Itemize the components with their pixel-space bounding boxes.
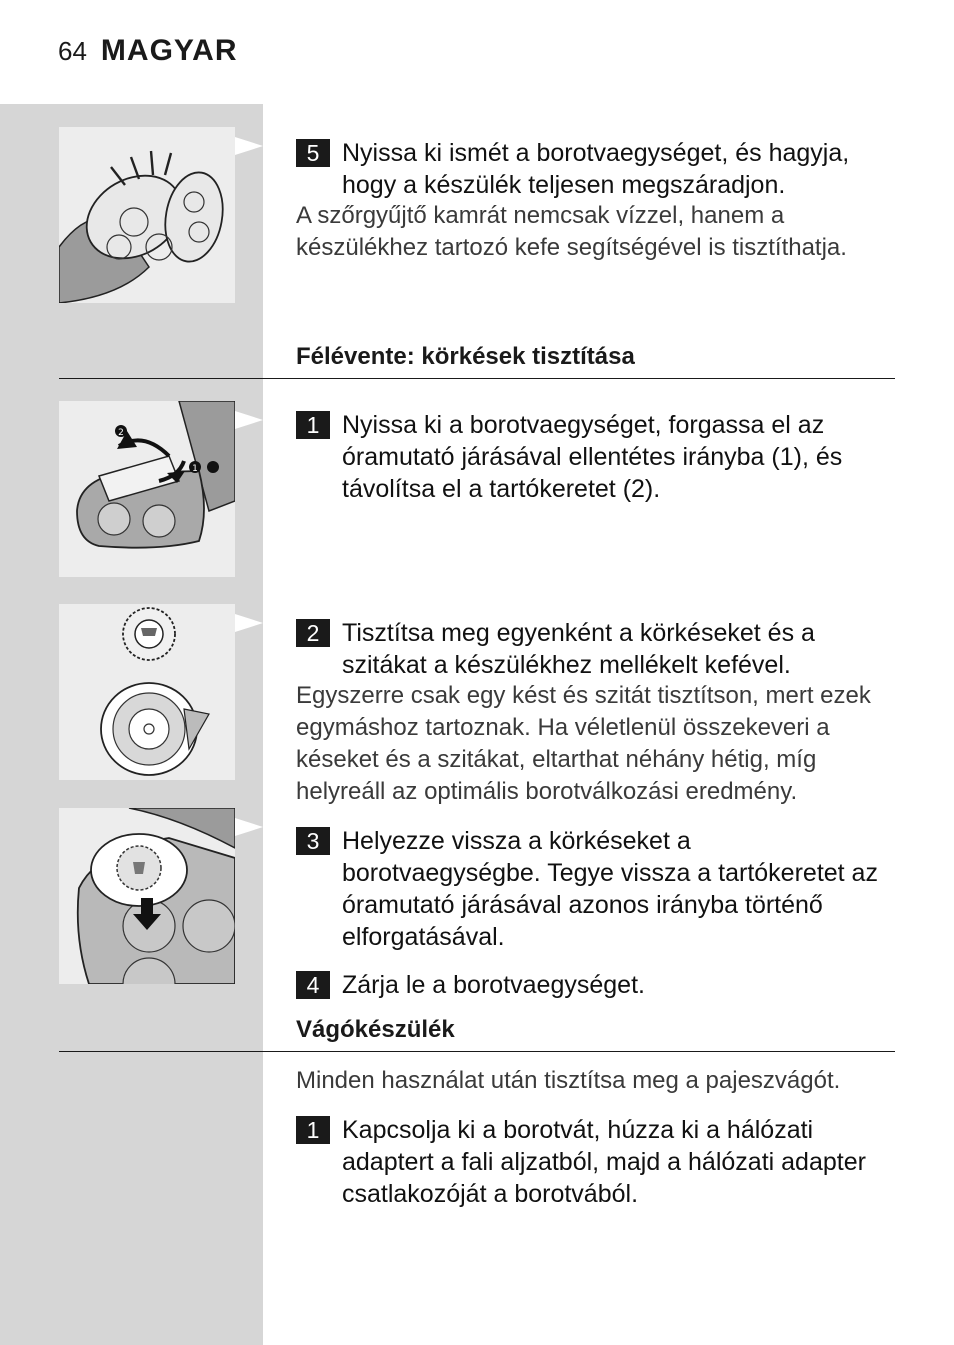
section1-step-3	[296, 825, 890, 953]
open-shaving-unit-drying-icon	[59, 127, 235, 303]
step-5	[296, 137, 890, 201]
figure-pointer	[235, 818, 263, 836]
section1-step-2	[296, 617, 890, 681]
step-text: Tisztítsa meg egyenként a körkéseket és a szitákat a készülékhez mellékelt kefével.	[342, 619, 815, 679]
step-text: Nyissa ki a borotvaegységet, forgassa el az óramutató járásával ellentétes irányba (1), és távolítsa el a tartókeretet (2).	[342, 411, 843, 503]
figure-remove-frame	[59, 401, 235, 577]
cutter-and-guard-icon	[59, 604, 235, 780]
figure-open-shaving-unit	[59, 127, 235, 303]
section1-step-1	[296, 409, 890, 505]
section1-step-4	[296, 969, 890, 1001]
trimmer-intro: Minden használat után tisztítsa meg a pajeszvágót.	[296, 1067, 841, 1094]
step-text: Zárja le a borotvaegységet.	[342, 971, 645, 999]
note-pairs: Egyszerre csak egy kést és szitát tisztítson, mert ezek egymáshoz tartoznak. Ha véletlenül összekeveri a késeket és a szitákat, eltarthat néhány hétig, míg helyreáll az optimális borotválkozási eredmény.	[296, 682, 871, 805]
frame-label-2: 2	[118, 428, 124, 438]
step-text: Helyezze vissza a körkéseket a borotvaegységbe. Tegye vissza a tartókeretet az óramutató járásával azonos irányba történő elforgatásával.	[342, 827, 878, 951]
language-title: MAGYAR	[100, 34, 238, 67]
figure-pointer	[235, 614, 263, 632]
step-number: 1	[296, 1116, 330, 1144]
step-text: Kapcsolja ki a borotvát, húzza ki a hálózati adaptert a fali aljzatból, majd a hálózati adapter csatlakozóját a borotvából.	[342, 1116, 866, 1208]
note-hair-chamber: A szőrgyűjtő kamrát nemcsak vízzel, hanem a készülékhez tartozó kefe segítségével is tisztíthatja.	[296, 202, 847, 261]
section-rule	[59, 378, 895, 379]
step-number: 3	[296, 827, 330, 855]
section-rule	[59, 1051, 895, 1052]
figure-pointer	[235, 411, 263, 429]
insert-cutter-icon	[59, 808, 235, 984]
frame-label-1: 1	[192, 464, 198, 474]
section-heading-trimmer: Vágókészülék	[296, 1016, 455, 1043]
step-number: 5	[296, 139, 330, 167]
step-text: Nyissa ki ismét a borotvaegységet, és hagyja, hogy a készülék teljesen megszáradjon.	[342, 139, 850, 199]
page-number: 64	[58, 36, 87, 66]
figure-pointer	[235, 137, 263, 155]
figure-cutter-guard	[59, 604, 235, 780]
step-number: 2	[296, 619, 330, 647]
step-number: 1	[296, 411, 330, 439]
section-heading-cutters: Félévente: körkések tisztítása	[296, 343, 635, 370]
remove-retaining-frame-icon	[59, 401, 235, 577]
section2-step-1	[296, 1114, 890, 1210]
step-number: 4	[296, 971, 330, 999]
figure-insert-cutter	[59, 808, 235, 984]
page-header	[58, 34, 238, 74]
